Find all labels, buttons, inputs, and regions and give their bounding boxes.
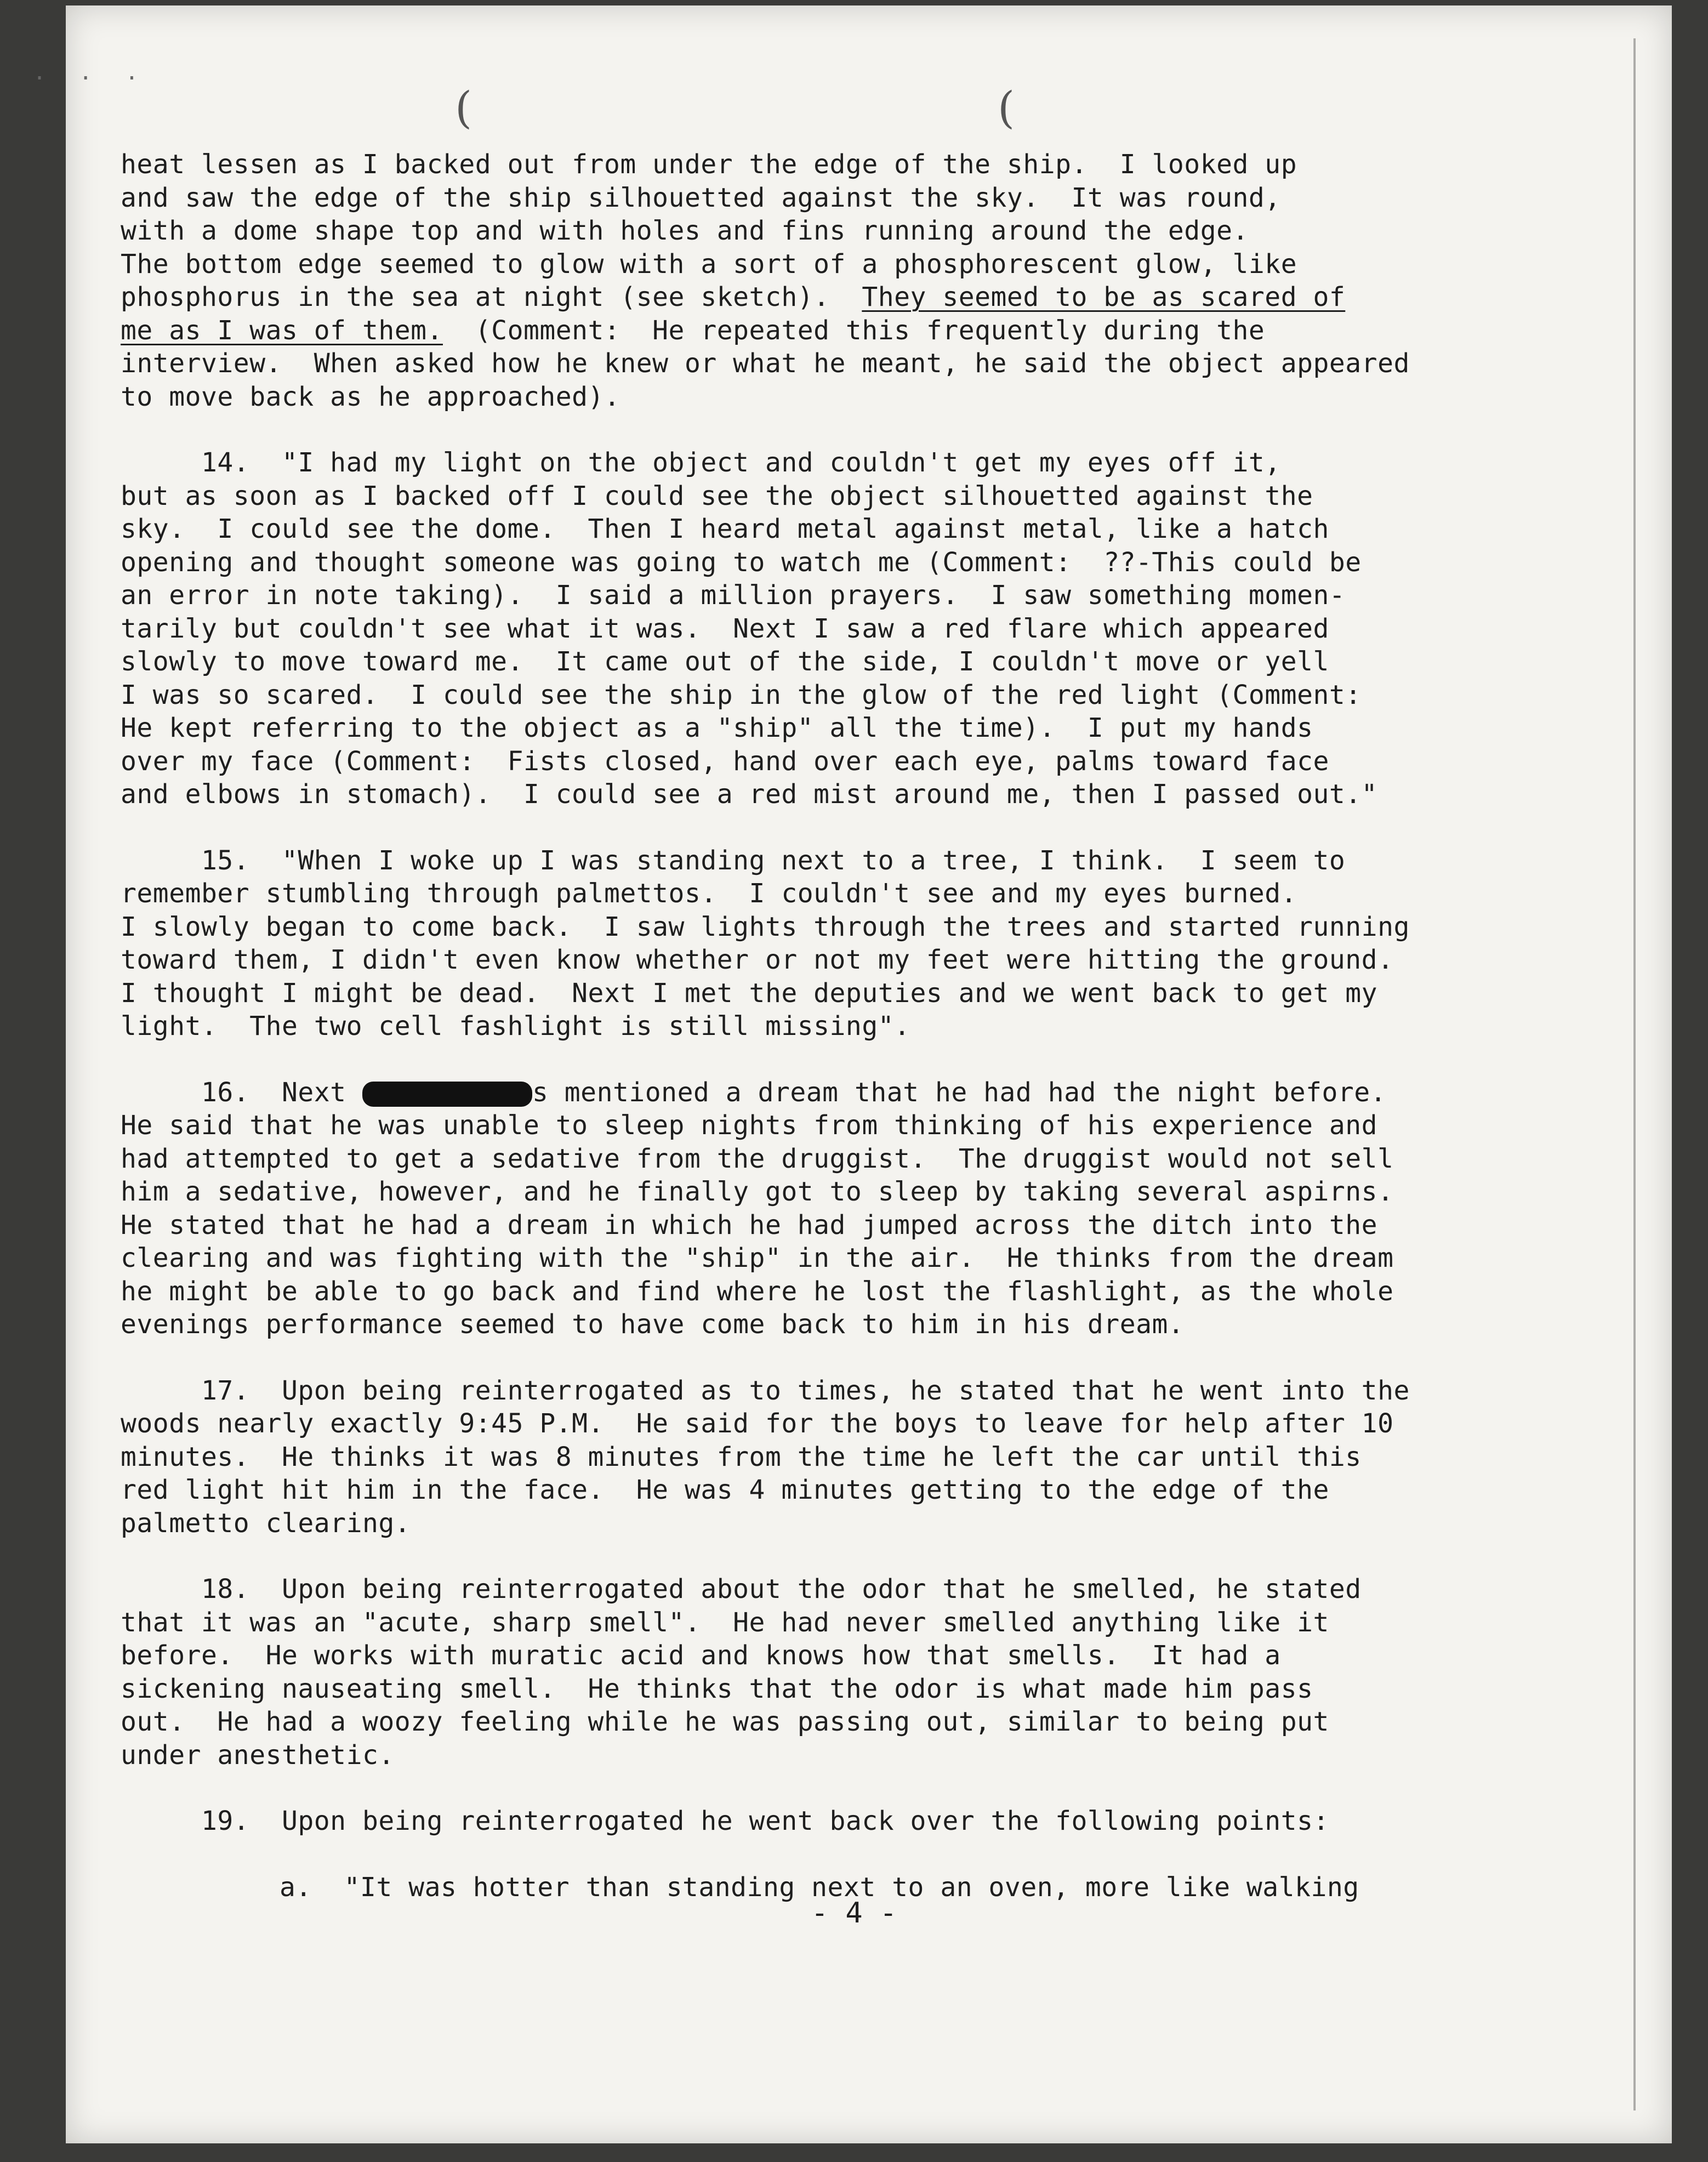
margin-bracket-right: ( — [998, 82, 1015, 133]
text-line: 17. Upon being reinterrogated as to times, he stated that he went into the — [121, 1375, 1410, 1406]
text-line: 14. "I had my light on the object and couldn't get my eyes off it, — [121, 447, 1281, 478]
text-line: clearing and was fighting with the "ship" in the air. He thinks from the dream — [121, 1243, 1394, 1273]
text-line: that it was an "acute, sharp smell". He had never smelled anything like it — [121, 1607, 1329, 1638]
text-line: he might be able to go back and find where he lost the flashlight, as the whole — [121, 1276, 1394, 1307]
paragraph-13-continued — [121, 148, 1568, 413]
text-line: 19. Upon being reinterrogated he went back over the following points: — [121, 1806, 1329, 1836]
text-line: him a sedative, however, and he finally got to sleep by taking several aspirns. — [121, 1176, 1394, 1207]
text-line: out. He had a woozy feeling while he was passing out, similar to being put — [121, 1706, 1329, 1737]
text-span: phosphorus in the sea at night (see sketch). — [121, 282, 862, 312]
text-line: woods nearly exactly 9:45 P.M. He said for the boys to leave for help after 10 — [121, 1408, 1394, 1439]
paragraph-17 — [121, 1374, 1568, 1540]
document-body — [121, 148, 1568, 1904]
text-span: 16. Next — [121, 1077, 362, 1108]
text-line: I slowly began to come back. I saw lights through the trees and started running — [121, 911, 1410, 942]
underlined-quote: me as I was of them. — [121, 315, 443, 346]
text-line: evenings performance seemed to have come back to him in his dream. — [121, 1309, 1185, 1340]
text-line: heat lessen as I backed out from under the edge of the ship. I looked up — [121, 149, 1297, 180]
text-line: opening and thought someone was going to watch me (Comment: ??-This could be — [121, 547, 1362, 578]
text-line: and saw the edge of the ship silhouetted against the sky. It was round, — [121, 182, 1281, 213]
margin-marks: · · · — [33, 66, 149, 91]
paragraph-14 — [121, 446, 1568, 811]
text-line: I was so scared. I could see the ship in the glow of the red light (Comment: — [121, 679, 1362, 710]
text-line: 15. "When I woke up I was standing next to a tree, I think. I seem to — [121, 845, 1346, 876]
text-span: s mentioned a dream that he had had the night before. — [532, 1077, 1387, 1108]
text-line: light. The two cell fashlight is still missing". — [121, 1011, 910, 1042]
text-line: with a dome shape top and with holes and fins running around the edge. — [121, 215, 1249, 246]
text-line: 18. Upon being reinterrogated about the odor that he smelled, he stated — [121, 1574, 1362, 1605]
paragraph-15 — [121, 844, 1568, 1043]
text-line: before. He works with muratic acid and knows how that smells. It had a — [121, 1640, 1281, 1671]
text-line: over my face (Comment: Fists closed, hand over each eye, palms toward face — [121, 746, 1329, 777]
page-number: - 4 - — [811, 1897, 897, 1930]
underlined-quote: They seemed to be as scared of — [862, 282, 1346, 312]
text-line: an error in note taking). I said a million prayers. I saw something momen- — [121, 580, 1346, 611]
margin-bracket-left: ( — [455, 82, 472, 133]
text-line — [121, 281, 1568, 314]
paragraph-16 — [121, 1076, 1568, 1341]
text-line: He stated that he had a dream in which he had jumped across the ditch into the — [121, 1209, 1378, 1241]
text-line: palmetto clearing. — [121, 1507, 411, 1539]
text-line: The bottom edge seemed to glow with a sort of a phosphorescent glow, like — [121, 248, 1297, 280]
text-line: red light hit him in the face. He was 4 minutes getting to the edge of the — [121, 1475, 1329, 1505]
text-line — [121, 1076, 1568, 1110]
text-line: but as soon as I backed off I could see the object silhouetted against the — [121, 480, 1313, 511]
text-line: sickening nauseating smell. He thinks that the odor is what made him pass — [121, 1673, 1313, 1704]
text-line: He kept referring to the object as a "ship" all the time). I put my hands — [121, 713, 1313, 743]
paragraph-19 — [121, 1805, 1568, 1838]
text-line: tarily but couldn't see what it was. Next I saw a red flare which appeared — [121, 613, 1329, 644]
text-line: I thought I might be dead. Next I met the deputies and we went back to get my — [121, 977, 1378, 1009]
page-edge-line — [1633, 38, 1636, 2110]
text-line: toward them, I didn't even know whether or not my feet were hitting the ground. — [121, 945, 1394, 975]
text-line: and elbows in stomach). I could see a red mist around me, then I passed out." — [121, 779, 1378, 810]
paragraph-18 — [121, 1573, 1568, 1772]
text-line: minutes. He thinks it was 8 minutes from the time he left the car until this — [121, 1441, 1362, 1472]
text-line: sky. I could see the dome. Then I heard metal against metal, like a hatch — [121, 514, 1329, 544]
text-line: slowly to move toward me. It came out of the side, I couldn't move or yell — [121, 646, 1329, 677]
text-line: had attempted to get a sedative from the druggist. The druggist would not sell — [121, 1143, 1394, 1174]
text-line: to move back as he approached). — [121, 381, 620, 412]
text-line: remember stumbling through palmettos. I couldn't see and my eyes burned. — [121, 878, 1297, 909]
text-line: He said that he was unable to sleep nights from thinking of his experience and — [121, 1110, 1378, 1141]
redaction-mark — [362, 1082, 532, 1107]
text-span: (Comment: He repeated this frequently during the — [442, 315, 1265, 346]
text-line — [121, 314, 1568, 348]
text-line: a. "It was hotter than standing next to an oven, more like walking — [280, 1871, 1359, 1903]
text-line: interview. When asked how he knew or what he meant, he said the object appeared — [121, 348, 1410, 379]
text-line: under anesthetic. — [121, 1739, 395, 1771]
